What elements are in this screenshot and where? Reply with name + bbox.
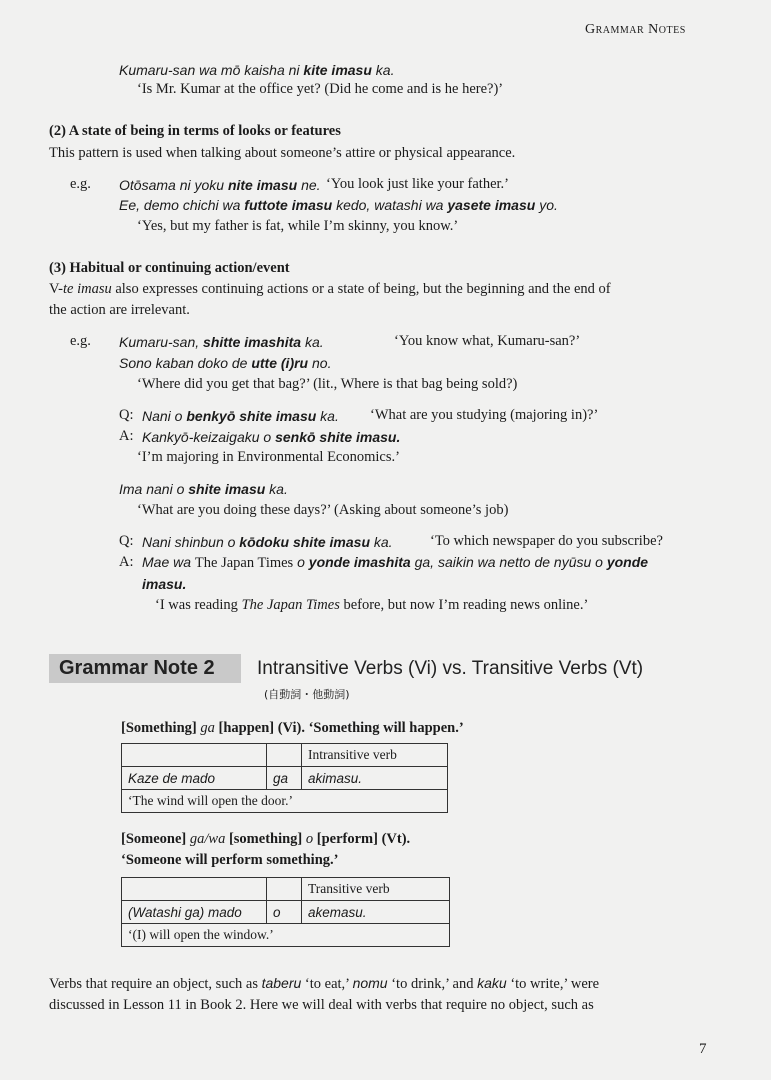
term: te imasu — [62, 281, 112, 297]
section-body: This pattern is used when talking about someone’s attire or physical appearance. — [49, 145, 516, 161]
text: Kankyō-keizaigaku o — [142, 429, 276, 445]
question-label: Q: — [119, 407, 134, 423]
running-head: Grammar Notes — [585, 22, 686, 37]
term: nomu — [352, 975, 388, 991]
pattern-table-intransitive — [121, 743, 448, 813]
example-japanese — [119, 62, 394, 78]
verb-form: shite imasu — [188, 481, 266, 497]
question-label: Q: — [119, 533, 134, 549]
table-cell: ga — [267, 767, 302, 790]
particle: ga — [200, 720, 215, 736]
text: V- — [49, 281, 63, 297]
example-japanese — [142, 429, 400, 445]
text: Nani o — [142, 408, 187, 424]
table-row — [122, 878, 450, 901]
example-translation: ‘To which newspaper do you subscribe? — [430, 533, 663, 549]
term: kaku — [477, 975, 507, 991]
example-translation: ‘What are you doing these days?’ (Asking about someone’s job) — [137, 502, 509, 518]
example-translation: ‘I’m majoring in Environmental Economics.’ — [137, 449, 400, 465]
table-header: Intransitive verb — [302, 744, 448, 767]
text: ‘to eat,’ — [301, 976, 353, 992]
text: Sono kaban doko de — [119, 355, 252, 371]
text: ka. — [316, 408, 339, 424]
particle: o — [305, 831, 314, 847]
paragraph-line — [49, 975, 599, 993]
verb-form: kōdoku shite imasu — [239, 534, 370, 550]
text: ka. — [371, 62, 395, 78]
grammar-note-label: Grammar Note 2 — [59, 657, 215, 679]
verb-form: shitte imashita — [203, 334, 302, 350]
section-body — [49, 281, 611, 298]
newspaper-name: The Japan Times — [194, 555, 294, 571]
example-translation: ‘What are you studying (majoring in)?’ — [370, 407, 599, 423]
text: ‘to write,’ were — [506, 976, 600, 992]
text: ka. — [370, 534, 393, 550]
text: [something] — [225, 831, 306, 847]
table-row — [122, 744, 448, 767]
text: Ee, demo chichi wa — [119, 197, 245, 213]
table-cell: Kaze de mado — [122, 767, 267, 790]
text: [Something] — [121, 720, 201, 736]
text: Verbs that require an object, such as — [49, 976, 262, 992]
text: no. — [308, 355, 332, 371]
text: Mae wa — [142, 554, 195, 570]
verb-form: nite imasu — [227, 177, 298, 193]
pattern-heading — [121, 831, 410, 848]
text: [Someone] — [121, 831, 190, 847]
table-cell — [267, 878, 302, 901]
text: o — [293, 554, 309, 570]
text: Nani shinbun o — [142, 534, 240, 550]
example-japanese — [119, 334, 324, 350]
page-number: 7 — [699, 1041, 707, 1057]
example-translation: ‘Is Mr. Kumar at the office yet? (Did he come and is he here?)’ — [137, 81, 504, 97]
answer-label: A: — [119, 554, 134, 570]
term: taberu — [261, 975, 302, 991]
example-translation — [155, 597, 588, 614]
table-cell — [267, 744, 302, 767]
verb-form: benkyō shite imasu — [186, 408, 317, 424]
example-japanese — [142, 534, 393, 550]
section-heading: (3) Habitual or continuing action/event — [49, 260, 290, 276]
text: ka. — [301, 334, 324, 350]
newspaper-name: The Japan Times — [241, 597, 340, 613]
text: ‘I was reading — [155, 597, 242, 613]
text: ne. — [297, 177, 321, 193]
text: ka. — [265, 481, 288, 497]
text: Kumaru-san wa mō kaisha ni — [119, 62, 304, 78]
table-cell: (Watashi ga) mado — [122, 901, 267, 924]
table-translation: ‘The wind will open the door.’ — [122, 790, 448, 813]
example-japanese — [119, 177, 321, 193]
example-translation: ‘Where did you get that bag?’ (lit., Where is that bag being sold?) — [137, 376, 518, 392]
text: [perform] (Vt). — [313, 831, 411, 847]
particle: ga/wa — [189, 831, 226, 847]
table-cell: akimasu. — [302, 767, 448, 790]
verb-form: kite imasu — [303, 62, 372, 78]
text: Kumaru-san, — [119, 334, 204, 350]
paragraph-line: discussed in Lesson 11 in Book 2. Here we will deal with verbs that require no object, such as — [49, 997, 594, 1013]
table-translation: ‘(I) will open the window.’ — [122, 924, 450, 947]
table-row — [122, 901, 450, 924]
table-row — [122, 924, 450, 947]
grammar-note-title: Intransitive Verbs (Vi) vs. Transitive Verbs (Vt) — [257, 658, 644, 679]
example-japanese — [119, 197, 558, 213]
text: ga, saikin wa netto de nyūsu o — [410, 554, 607, 570]
table-header: Transitive verb — [302, 878, 450, 901]
text: before, but now I’m reading news online.’ — [339, 597, 589, 613]
table-cell — [122, 744, 267, 767]
verb-form: yonde — [606, 554, 649, 570]
table-row — [122, 767, 448, 790]
verb-form: yonde imashita — [308, 554, 411, 570]
text: Ima nani o — [119, 481, 189, 497]
example-japanese — [119, 481, 288, 497]
example-translation: ‘You know what, Kumaru-san?’ — [394, 333, 581, 349]
verb-form: imasu. — [142, 576, 187, 592]
verb-form: utte (i)ru — [251, 355, 309, 371]
eg-label: e.g. — [70, 333, 91, 349]
verb-form: senkō shite imasu. — [275, 429, 401, 445]
table-cell — [122, 878, 267, 901]
example-translation: ‘Yes, but my father is fat, while I’m skinny, you know.’ — [137, 218, 459, 234]
answer-label: A: — [119, 428, 134, 444]
table-row — [122, 790, 448, 813]
section-body: the action are irrelevant. — [49, 302, 190, 318]
pattern-table-transitive — [121, 877, 450, 947]
example-japanese — [142, 408, 339, 424]
grammar-note-subtitle: (自動詞・他動詞) — [264, 688, 350, 701]
pattern-heading: ‘Someone will perform something.’ — [121, 852, 339, 868]
text: kedo, watashi wa — [332, 197, 448, 213]
example-japanese — [142, 576, 186, 592]
eg-label: e.g. — [70, 176, 91, 192]
table-cell: o — [267, 901, 302, 924]
example-translation: ‘You look just like your father.’ — [326, 176, 509, 192]
verb-form: futtote imasu — [244, 197, 333, 213]
verb-form: yasete imasu — [447, 197, 536, 213]
text: yo. — [535, 197, 558, 213]
table-cell: akemasu. — [302, 901, 450, 924]
text: [happen] (Vi). ‘Something will happen.’ — [214, 720, 464, 736]
text: also expresses continuing actions or a state of being, but the beginning and the end of — [111, 281, 611, 297]
example-japanese — [142, 554, 648, 572]
example-japanese — [119, 355, 331, 371]
section-heading: (2) A state of being in terms of looks or features — [49, 123, 341, 139]
pattern-heading — [121, 720, 464, 737]
text: Otōsama ni yoku — [119, 177, 228, 193]
text: ‘to drink,’ and — [387, 976, 478, 992]
